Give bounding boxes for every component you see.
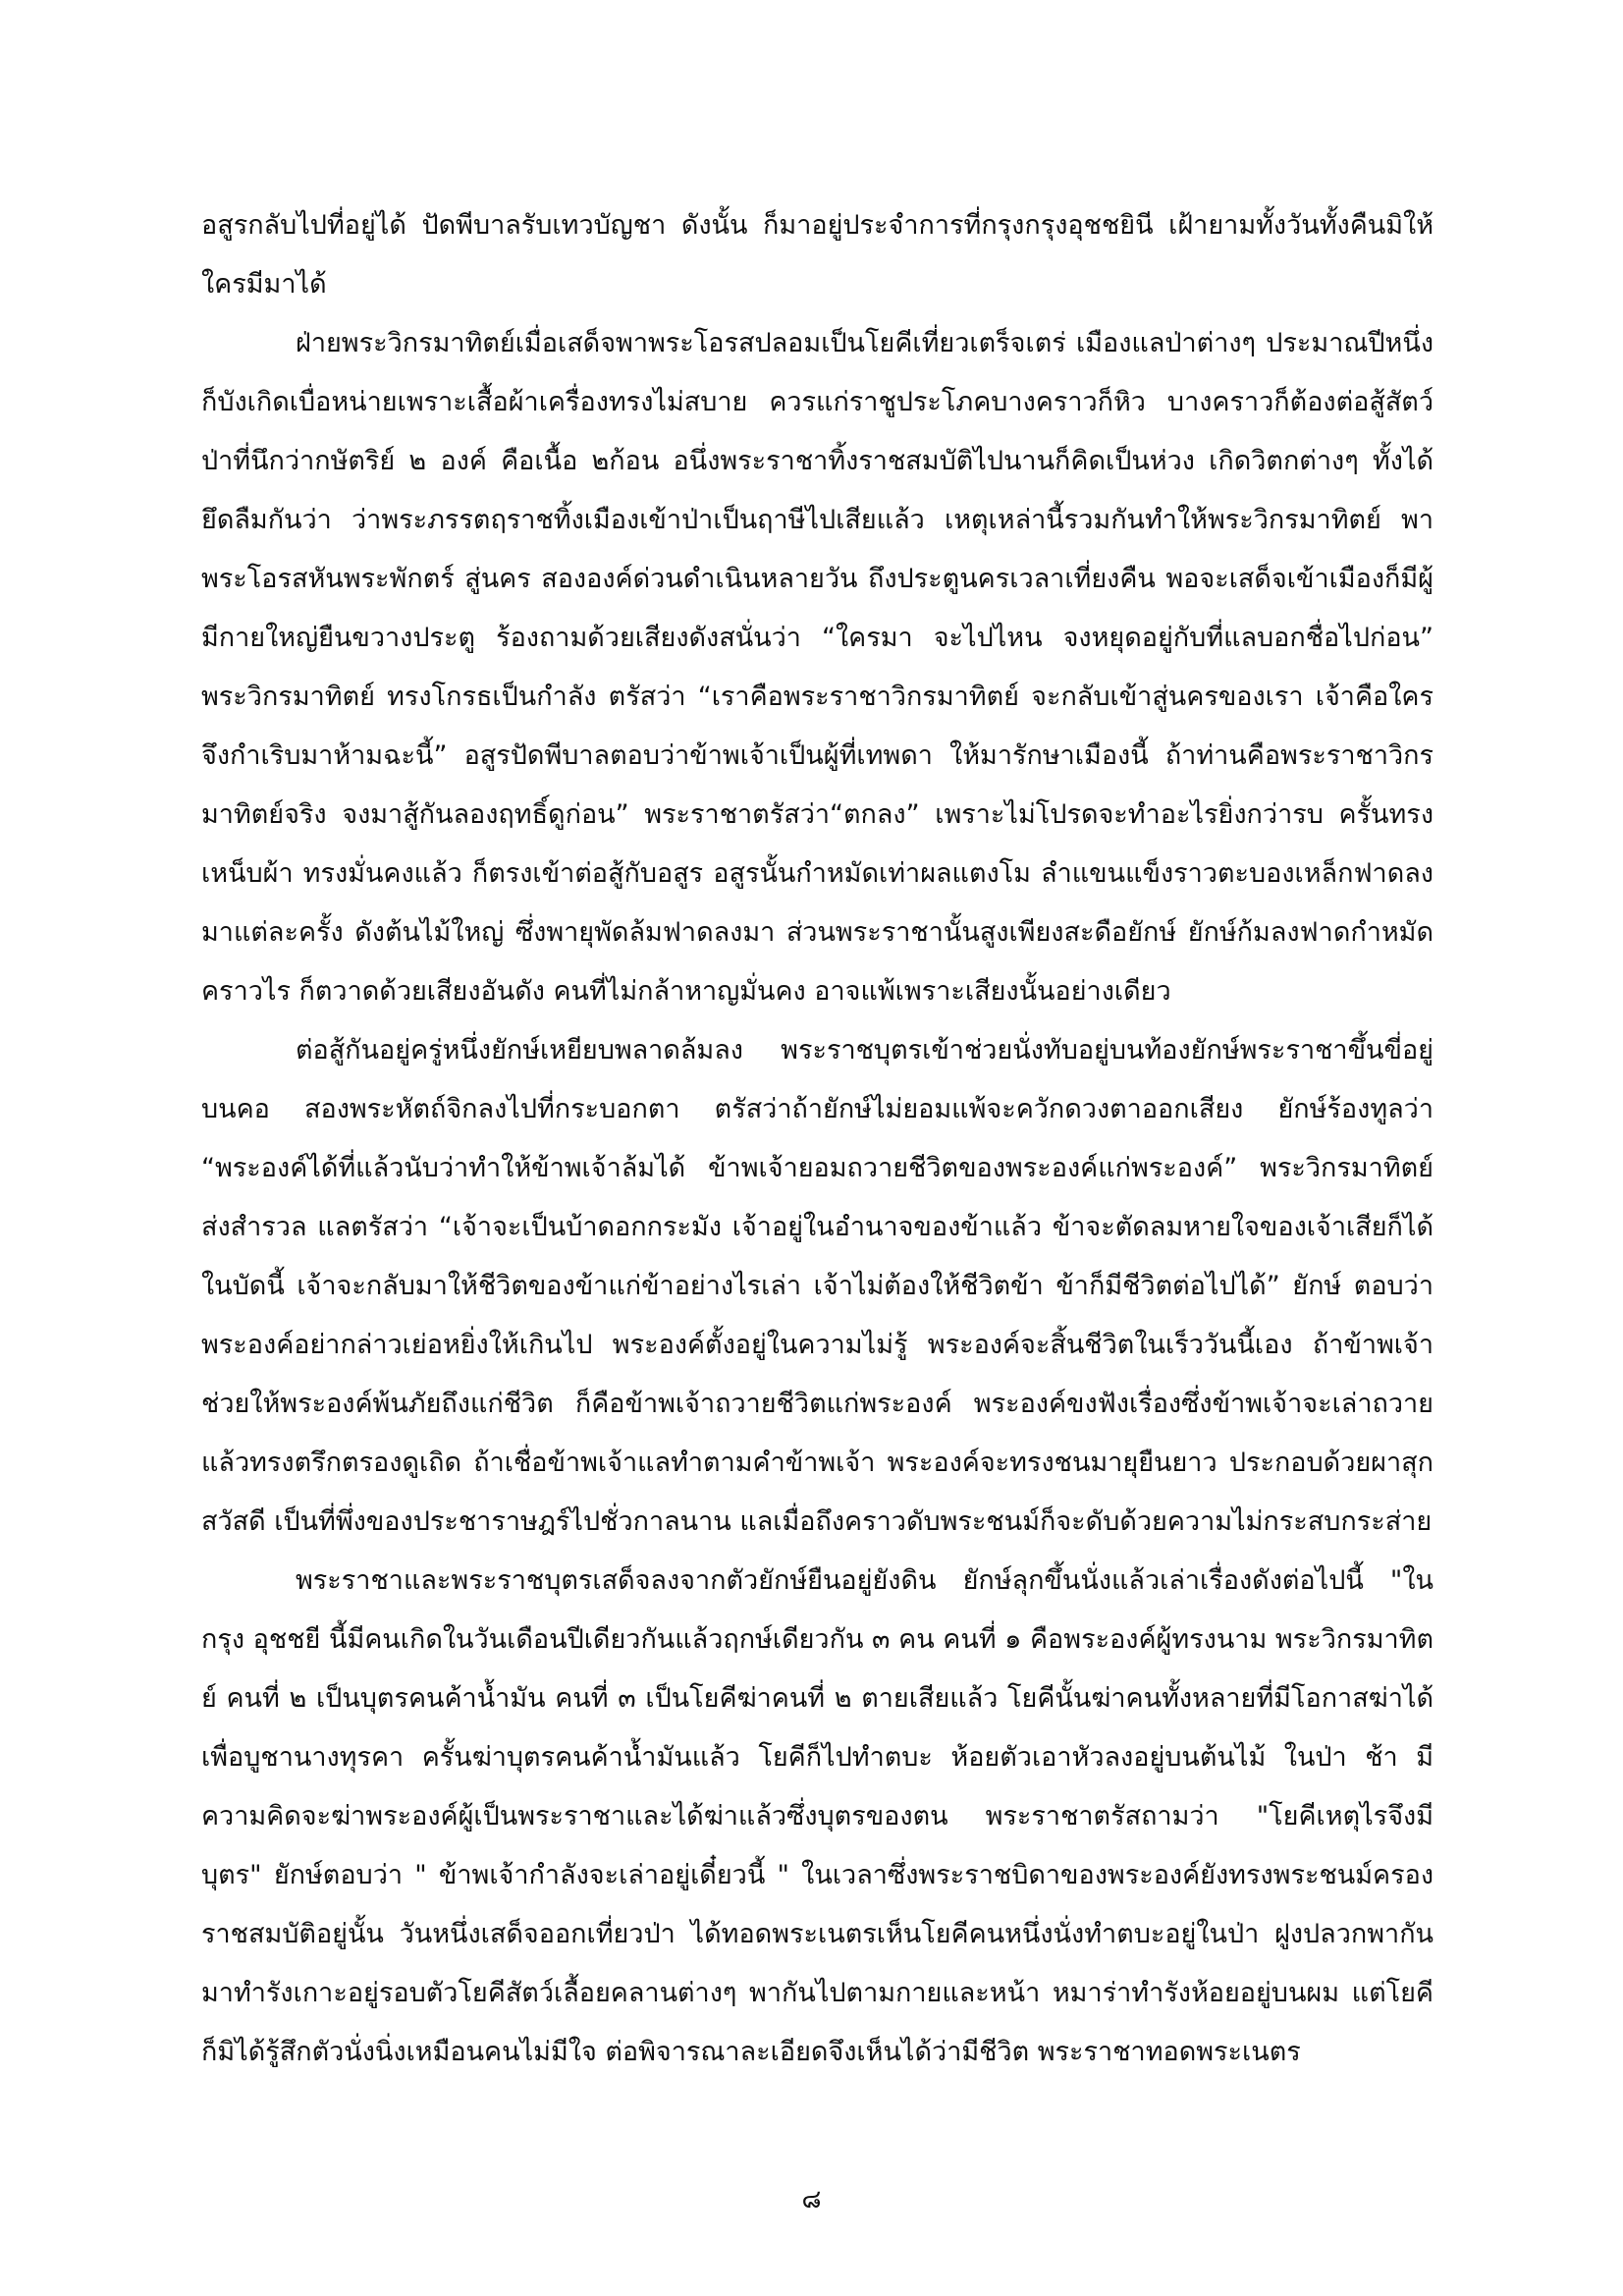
- body-text: [201, 196, 1434, 2082]
- paragraph: ฝ่ายพระวิกรมาทิตย์เมื่อเสด็จพาพระโอรสปลอมเป็นโยคีเที่ยวเตร็จเตร่ เมืองแลป่าต่างๆ ประมาณปีหนึ่ง ก็บังเกิดเบื่อหน่ายเพราะเสื้อผ้าเครื่องทรงไม่สบาย ควรแก่ราชูประโภคบางคราวก็หิว บางคราวก็ต้องต่อสู้สัตว์ป่าที่นึกว่ากษัตริย์ ๒ องค์ คือเนื้อ ๒ก้อน อนึ่งพระราชาทิ้งราชสมบัติไปนานก็คิดเป็นห่วง เกิดวิตกต่างๆ ทั้งได้ ยึดลืมกันว่า ว่าพระภรรตฤราชทิ้งเมืองเข้าป่าเป็นฤาษีไปเสียแล้ว เหตุเหล่านี้รวมกันทำให้พระวิกรมาทิตย์ พาพระโอรสหันพระพักตร์ สู่นคร สององค์ด่วนดำเนินหลายวัน ถึงประตูนครเวลาเที่ยงคืน พอจะเสด็จเข้าเมืองก็มีผู้มีกายใหญ่ยืนขวางประตู ร้องถามด้วยเสียงดังสนั่นว่า “ใครมา จะไปไหน จงหยุดอยู่กับที่แลบอกชื่อไปก่อน” พระวิกรมาทิตย์ ทรงโกรธเป็นกำลัง ตรัสว่า “เราคือพระราชาวิกรมาทิตย์ จะกลับเข้าสู่นครของเรา เจ้าคือใครจึงกำเริบมาห้ามฉะนี้” อสูรปัดพีบาลตอบว่าข้าพเจ้าเป็นผู้ที่เทพดา ให้มารักษาเมืองนี้ ถ้าท่านคือพระราชาวิกรมาทิตย์จริง จงมาสู้กันลองฤทธิ์ดูก่อน” พระราชาตรัสว่า“ตกลง” เพราะไม่โปรดจะทำอะไรยิ่งกว่ารบ ครั้นทรงเหน็บผ้า ทรงมั่นคงแล้ว ก็ตรงเข้าต่อสู้กับอสูร อสูรนั้นกำหมัดเท่าผลแตงโม ลำแขนแข็งราวตะบองเหล็กฟาดลงมาแต่ละครั้ง ดังต้นไม้ใหญ่ ซึ่งพายุพัดล้มฟาดลงมา ส่วนพระราชานั้นสูงเพียงสะดือยักษ์ ยักษ์ก้มลงฟาดกำหมัดคราวไร ก็ตวาดด้วยเสียงอันดัง คนที่ไม่กล้าหาญมั่นคง อาจแพ้เพราะเสียงนั้นอย่างเดียว: [201, 328, 1434, 1007]
- paragraph-continuation: อสูรกลับไปที่อยู่ได้ ปัดพีบาลรับเทวบัญชา ดังนั้น ก็มาอยู่ประจำการที่กรุงกรุงอุชชยินี เฝ้ายามทั้งวันทั้งคืนมิให้ใครมีมาได้: [201, 210, 1434, 300]
- paragraph: พระราชาและพระราชบุตรเสด็จลงจากตัวยักษ์ยืนอยู่ยังดิน ยักษ์ลุกขึ้นนั่งแล้วเล่าเรื่องดังต่อไปนี้ "ในกรุง อุชชยี นี้มีคนเกิดในวันเดือนปีเดียวกันแล้วฤกษ์เดียวกัน ๓ คน คนที่ ๑ คือพระองค์ผู้ทรงนาม พระวิกรมาทิตย์ คนที่ ๒ เป็นบุตรคนค้าน้ำมัน คนที่ ๓ เป็นโยคีฆ่าคนที่ ๒ ตายเสียแล้ว โยคีนั้นฆ่าคนทั้งหลายที่มีโอกาสฆ่าได้ เพื่อบูชานางทุรคา ครั้นฆ่าบุตรคนค้าน้ำมันแล้ว โยคีก็ไปทำตบะ ห้อยตัวเอาหัวลงอยู่บนต้นไม้ ในป่า ช้า มีความคิดจะฆ่าพระองค์ผู้เป็นพระราชาและได้ฆ่าแล้วซึ่งบุตรของตน พระราชาตรัสถามว่า "โยคีเหตุไรจึงมีบุตร" ยักษ์ตอบว่า " ข้าพเจ้ากำลังจะเล่าอยู่เดี๋ยวนี้ " ในเวลาซึ่งพระราชบิดาของพระองค์ยังทรงพระชนม์ครองราชสมบัติอยู่นั้น วันหนึ่งเสด็จออกเที่ยวป่า ได้ทอดพระเนตรเห็นโยคีคนหนึ่งนั่งทำตบะอยู่ในป่า ฝูงปลวกพากันมาทำรังเกาะอยู่รอบตัวโยคีสัตว์เลื้อยคลานต่างๆ พากันไปตามกายและหน้า หมาร่าทำรังห้อยอยู่บนผม แต่โยคี ก็มิได้รู้สึกตัวนั่งนิ่งเหมือนคนไม่มีใจ ต่อพิจารณาละเอียดจึงเห็นได้ว่ามีชีวิต พระราชาทอดพระเนตร: [201, 1565, 1434, 2067]
- paragraph: ต่อสู้กันอยู่ครู่หนึ่งยักษ์เหยียบพลาดล้มลง พระราชบุตรเข้าช่วยนั่งทับอยู่บนท้องยักษ์พระราชาขึ้นขี่อยู่บนคอ สองพระหัตถ์จิกลงไปที่กระบอกตา ตรัสว่าถ้ายักษ์ไม่ยอมแพ้จะควักดวงตาออกเสียง ยักษ์ร้องทูลว่า “พระองค์ได้ที่แล้วนับว่าทำให้ข้าพเจ้าล้มได้ ข้าพเจ้ายอมถวายชีวิตของพระองค์แก่พระองค์” พระวิกรมาทิตย์ส่งสำรวล แลตรัสว่า “เจ้าจะเป็นบ้าดอกกระมัง เจ้าอยู่ในอำนาจของข้าแล้ว ข้าจะตัดลมหายใจของเจ้าเสียก็ได้ ในบัดนี้ เจ้าจะกลับมาให้ชีวิตของข้าแก่ข้าอย่างไรเล่า เจ้าไม่ต้องให้ชีวิตข้า ข้าก็มีชีวิตต่อไปได้” ยักษ์ ตอบว่า พระองค์อย่ากล่าวเย่อหยิ่งให้เกินไป พระองค์ตั้งอยู่ในความไม่รู้ พระองค์จะสิ้นชีวิตในเร็ววันนี้เอง ถ้าข้าพเจ้าช่วยให้พระองค์พ้นภัยถึงแก่ชีวิต ก็คือข้าพเจ้าถวายชีวิตแก่พระองค์ พระองค์ขงฟังเรื่องซึ่งข้าพเจ้าจะเล่าถวาย แล้วทรงตรึกตรองดูเถิด ถ้าเชื่อข้าพเจ้าแลทำตามคำข้าพเจ้า พระองค์จะทรงชนมายุยืนยาว ประกอบด้วยผาสุกสวัสดี เป็นที่พึ่งของประชาราษฎร์ไปชั่วกาลนาน แลเมื่อถึงคราวดับพระชนม์ก็จะดับด้วยความไม่กระสบกระส่าย: [201, 1035, 1434, 1537]
- page-number: ๘: [801, 2185, 822, 2214]
